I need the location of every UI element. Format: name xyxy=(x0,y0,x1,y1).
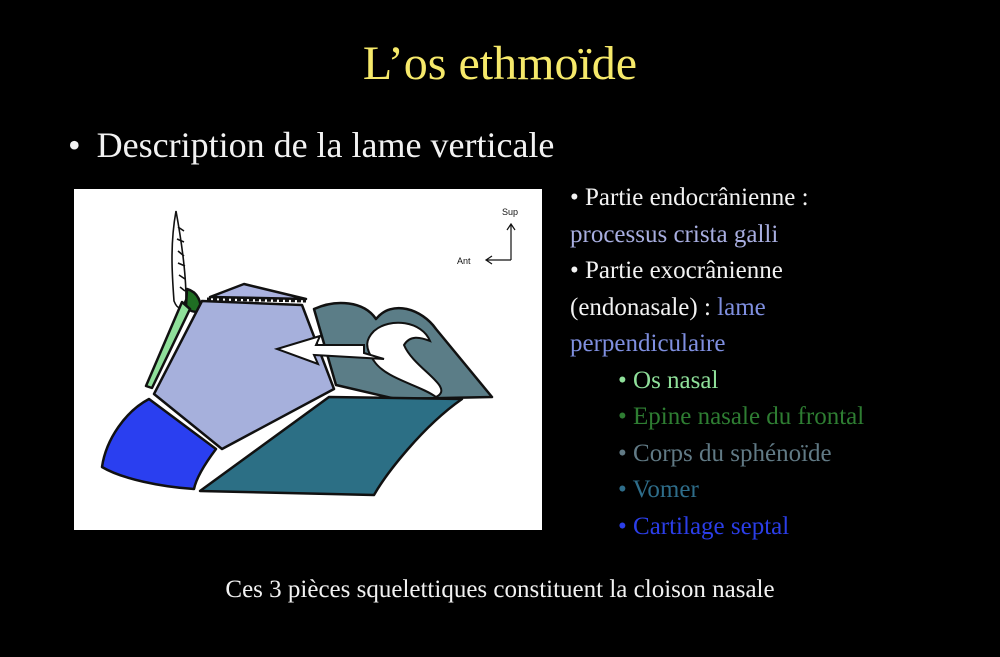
legend-item-marker: • xyxy=(618,512,627,540)
legend-item-cartilage-septal xyxy=(570,509,990,546)
legend-item-vomer xyxy=(570,472,990,509)
legend-item-os-nasal xyxy=(570,363,990,400)
crista-galli-sketch xyxy=(172,211,186,308)
legend-item-label: Epine nasale du frontal xyxy=(633,403,865,430)
legend-item-label: Cartilage septal xyxy=(633,512,790,540)
slide-caption: Ces 3 pièces squelettiques constituent la cloison nasale xyxy=(225,576,775,603)
legend-item-corps-sphenoide xyxy=(570,436,990,473)
bullet-marker: • xyxy=(68,125,81,165)
legend-items xyxy=(570,363,990,546)
cribriform-plate-shape xyxy=(210,284,306,299)
figure-panel xyxy=(74,189,542,530)
legend-item-marker: • xyxy=(618,439,627,467)
nasal-septum-diagram xyxy=(74,189,542,530)
legend-crista-galli: processus crista galli xyxy=(570,220,779,248)
legend-exocranial: • Partie exocrânienne xyxy=(570,257,783,284)
legend-lame: lame xyxy=(717,293,766,321)
main-bullet xyxy=(68,124,554,166)
legend-item-label: Os nasal xyxy=(633,366,719,394)
crista-galli-shape xyxy=(172,211,186,308)
arrow-up-icon xyxy=(507,224,515,260)
axis-label-sup: Sup xyxy=(502,207,519,217)
slide-title: L’os ethmoïde xyxy=(362,37,638,90)
legend xyxy=(570,180,990,545)
legend-item-marker: • xyxy=(618,366,627,394)
axis-label-ant: Ant xyxy=(457,256,471,266)
legend-item-epine-nasale xyxy=(570,399,990,436)
legend-item-label: Corps du sphénoïde xyxy=(633,439,832,467)
orientation-indicator xyxy=(486,224,515,264)
arrow-left-icon xyxy=(486,256,511,264)
legend-endonasal-line xyxy=(570,290,990,327)
legend-perpendiculaire: perpendiculaire xyxy=(570,330,726,357)
legend-endonasale-prefix: (endonasale) : xyxy=(570,293,718,321)
legend-endocranial: • Partie endocrânienne : xyxy=(570,184,809,211)
main-bullet-text: Description de la lame verticale xyxy=(96,125,555,165)
legend-item-marker: • xyxy=(618,403,627,430)
legend-item-label: Vomer xyxy=(632,476,699,503)
legend-item-marker: • xyxy=(618,476,627,503)
